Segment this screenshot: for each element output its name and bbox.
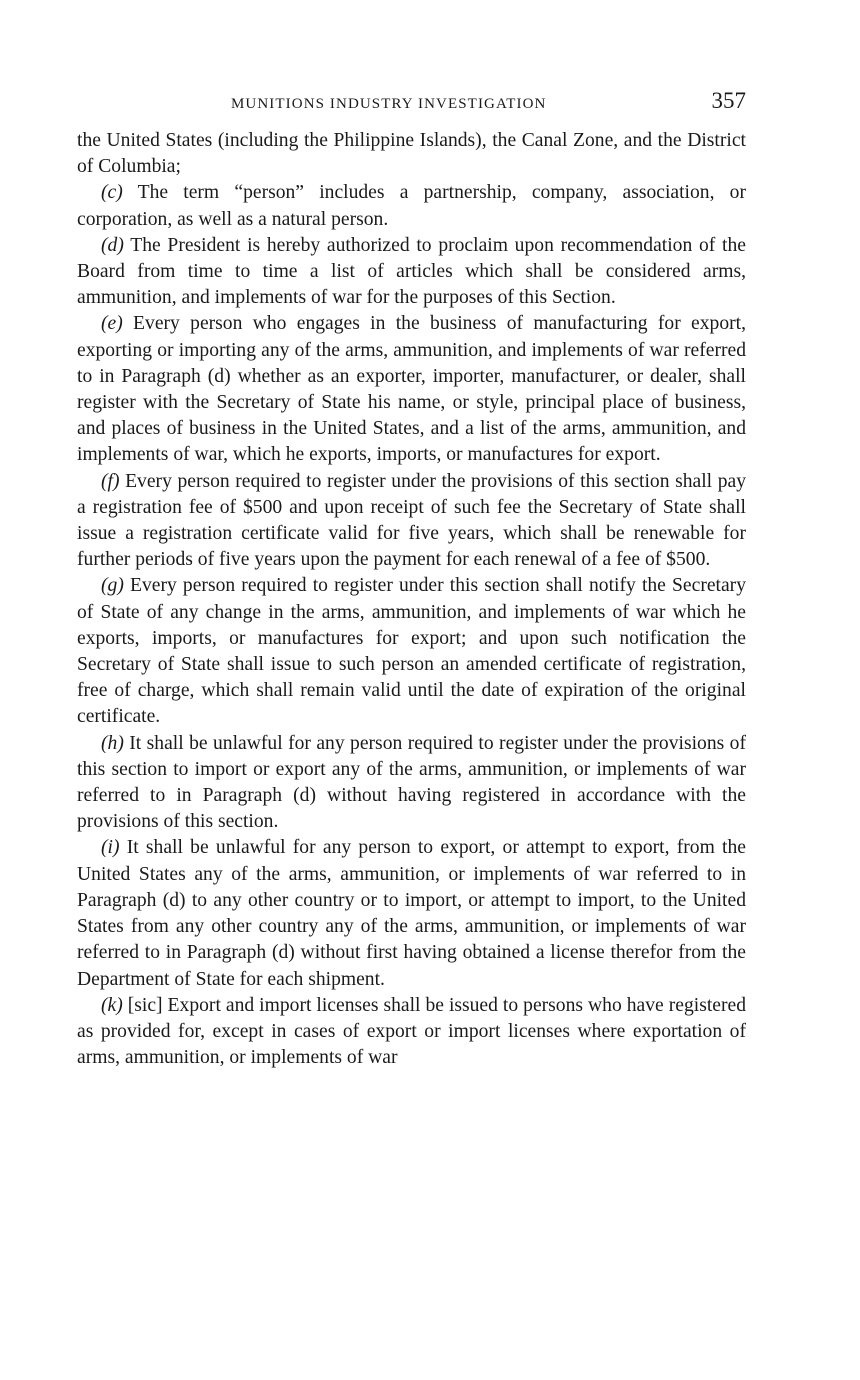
paragraph-text: Every person required to register under this section shall notify the Secretary of State of any change in the arms, ammunition, and implements of war which he exports, imports, or manufactures for export; and upon such notification the Secretary of State shall issue to such person an amended certificate of registration, free of charge, which shall remain valid until the date of expiration of the original certificate. — [77, 575, 746, 728]
paragraph-h — [77, 731, 746, 836]
paragraph-e — [77, 311, 746, 468]
paragraph-text: Every person who engages in the business of manufacturing for export, exporting or importing any of the arms, ammunition, and implements of war referred to in Paragraph (d) whether as an exporter, importer, manufacturer, or dealer, shall register with the Secretary of State his name, or style, principal place of business, and places of business in the United States, and a list of the arms, ammunition, and implements of war, which he exports, imports, or manufactures for export. — [77, 313, 746, 466]
running-title: MUNITIONS INDUSTRY INVESTIGATION — [231, 96, 547, 112]
paragraph-label: (g) — [101, 575, 124, 597]
paragraph-text: [sic] Export and import licenses shall be issued to persons who have registered as provided for, except in cases of export or import licenses where exportation of arms, ammunition, or implements of war — [77, 994, 746, 1069]
paragraph-label: (c) — [101, 182, 123, 204]
paragraph-text: It shall be unlawful for any person to export, or attempt to export, from the United States any of the arms, ammunition, or implements of war referred to in Paragraph (d) to any other country or to import, or attempt to import, to the United States from any other country any of the arms, ammunition, or implements of war referred to in Paragraph (d) without first having obtained a license therefor from the Department of State for each shipment. — [77, 837, 746, 990]
paragraph-d — [77, 233, 746, 312]
paragraph-label: (h) — [101, 732, 124, 754]
paragraph-label: (d) — [101, 234, 124, 256]
body-text — [77, 128, 746, 1071]
paragraph-label: (k) — [101, 994, 123, 1016]
paragraph-label: (i) — [101, 837, 120, 859]
page-number: 357 — [711, 88, 746, 113]
paragraph-text: Every person required to register under the provisions of this section shall pay a registration fee of $500 and upon receipt of such fee the Secretary of State shall issue a registration certificate valid for five years, which shall be renewable for further periods of five years upon the payment for each renewal of a fee of $500. — [77, 470, 746, 571]
document-page — [77, 88, 746, 1071]
paragraph-text: It shall be unlawful for any person required to register under the provisions of this section to import or export any of the arms, ammunition, or implements of war referred to in Paragraph (d) without having registered in accordance with the provisions of this section. — [77, 732, 746, 833]
paragraph-c — [77, 180, 746, 232]
running-head — [77, 88, 746, 128]
paragraph-g — [77, 573, 746, 730]
paragraph-text: The President is hereby authorized to proclaim upon recommendation of the Board from time to time a list of articles which shall be considered arms, ammunition, and implements of war for the purposes of this Section. — [77, 234, 746, 309]
paragraph-label: (e) — [101, 313, 123, 335]
paragraph-f — [77, 469, 746, 574]
paragraph-text: The term “person” includes a partnership, company, association, or corporation, as well as a natural person. — [77, 182, 746, 230]
paragraph-k — [77, 993, 746, 1072]
paragraph-continuation — [77, 128, 746, 180]
paragraph-i — [77, 835, 746, 992]
paragraph-label: (f) — [101, 470, 120, 492]
paragraph-text: the United States (including the Philippine Islands), the Canal Zone, and the District of Columbia; — [77, 130, 746, 178]
